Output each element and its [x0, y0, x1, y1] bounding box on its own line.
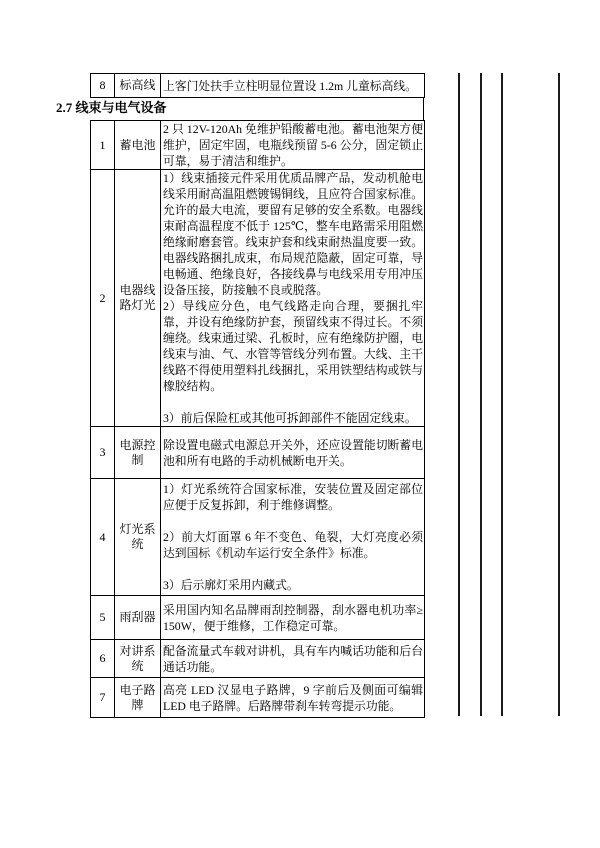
- item-description-cell: [161, 170, 425, 427]
- item-name-cell: 标高线: [115, 74, 161, 98]
- description-paragraph: 2 只 12V-120Ah 免维护铅酸蓄电池。蓄电池架方便维护，固定牢固，电瓶线预留 5-6 公分，固定锁止可靠，易于清洁和维护。: [163, 122, 423, 168]
- row-number-cell: 2: [91, 170, 115, 427]
- item-name-cell: 电子路牌: [115, 678, 161, 718]
- spec-table-row: [91, 74, 425, 98]
- spec-table-top: [90, 73, 425, 98]
- spec-table-top-body: [91, 74, 425, 98]
- blank-line: [163, 394, 423, 410]
- spec-table-main: [90, 120, 425, 718]
- description-paragraph: 配备流量式车载对讲机，具有车内喊话功能和后台通话功能。: [163, 643, 423, 674]
- description-paragraph: 3）前后保险杠或其他可拆卸部件不能固定线束。: [163, 411, 417, 425]
- item-name-cell: 灯光系统: [115, 479, 161, 596]
- spec-table-row: [91, 479, 425, 596]
- row-number-cell: 7: [91, 678, 115, 718]
- item-description-cell: [161, 640, 425, 678]
- description-paragraph: 2）导线应分色，电气线路走向合理，要捆扎牢靠，并设有绝缘防护套，预留线束不得过长。不须缠绕。线束通过梁、孔板时，应有绝缘防护圈，电线束与油、气、水管等管线分列布置。大线、主干线路不得使用塑料扎线捆扎，采用铁塑结构或铁与橡胶结构。: [163, 299, 423, 393]
- row-number-cell: 8: [91, 74, 115, 98]
- row-number-cell: 3: [91, 427, 115, 479]
- blank-line: [163, 513, 423, 529]
- row-number-cell: 5: [91, 596, 115, 640]
- item-description-cell: [161, 678, 425, 718]
- spec-table-row: [91, 427, 425, 479]
- description-paragraph: 高亮 LED 汉显电子路牌，9 字前后及侧面可编辑 LED 电子路牌。后路牌带刹车转弯提示功能。: [163, 682, 423, 713]
- table-column-rule: [480, 73, 482, 716]
- description-paragraph: 1）线束插接元件采用优质品牌产品，发动机舱电线采用耐高温阻燃镀锡铜线，且应符合国家标准。允许的最大电流，要留有足够的安全系数。电器线束耐高温程度不低于 125℃，整车电路需采用阻燃绝缘耐磨套管。线束护套和线束耐热温度要一致。电器线路捆扎成束，布局规范隐蔽，固定可靠，导电畅通、绝缘良好，各接线鼻与电线采用专用冲压设备压接，防接触不良或脱落。: [163, 171, 423, 297]
- description-paragraph: 上客门处扶手立柱明显位置设 1.2m 儿童标高线。: [163, 78, 417, 93]
- section-heading: 2.7 线束与电气设备: [56, 100, 167, 115]
- item-description-cell: [161, 596, 425, 640]
- description-paragraph: 2）前大灯面罩 6 年不变色、龟裂，大灯亮度必须达到国标《机动车运行安全条件》标准。: [163, 530, 423, 560]
- item-name-cell: 雨刮器: [115, 596, 161, 640]
- table-column-rule: [458, 73, 460, 716]
- item-description-cell: [161, 74, 425, 98]
- table-column-rule: [558, 73, 560, 716]
- spec-table-row: [91, 640, 425, 678]
- table-right-border-segment: [423, 97, 424, 120]
- spec-table-row: [91, 678, 425, 718]
- item-name-cell: 电源控制: [115, 427, 161, 479]
- item-name-cell: 对讲系统: [115, 640, 161, 678]
- description-paragraph: 1）灯光系统符合国家标准，安装位置及固定部位应便于反复拆卸，利于维修调整。: [163, 482, 423, 512]
- spec-table-main-body: [91, 121, 425, 718]
- row-number-cell: 1: [91, 121, 115, 170]
- row-number-cell: 4: [91, 479, 115, 596]
- description-paragraph: 除设置电磁式电源总开关外，还应设置能切断蓄电池和所有电路的手动机械断电开关。: [163, 437, 423, 468]
- item-description-cell: [161, 121, 425, 170]
- item-name-cell: 电器线路灯光: [115, 170, 161, 427]
- description-paragraph: 采用国内知名品牌雨刮控制器，刮水器电机功率≥150W，便于维修，工作稳定可靠。: [163, 602, 423, 633]
- spec-table-row: [91, 170, 425, 427]
- item-name-cell: 蓄电池: [115, 121, 161, 170]
- description-paragraph: 3）后示廓灯采用内藏式。: [163, 578, 299, 592]
- item-description-cell: [161, 479, 425, 596]
- item-description-cell: [161, 427, 425, 479]
- spec-table-row: [91, 596, 425, 640]
- spec-table-row: [91, 121, 425, 170]
- blank-line: [163, 561, 423, 577]
- row-number-cell: 6: [91, 640, 115, 678]
- table-column-rule: [501, 73, 503, 716]
